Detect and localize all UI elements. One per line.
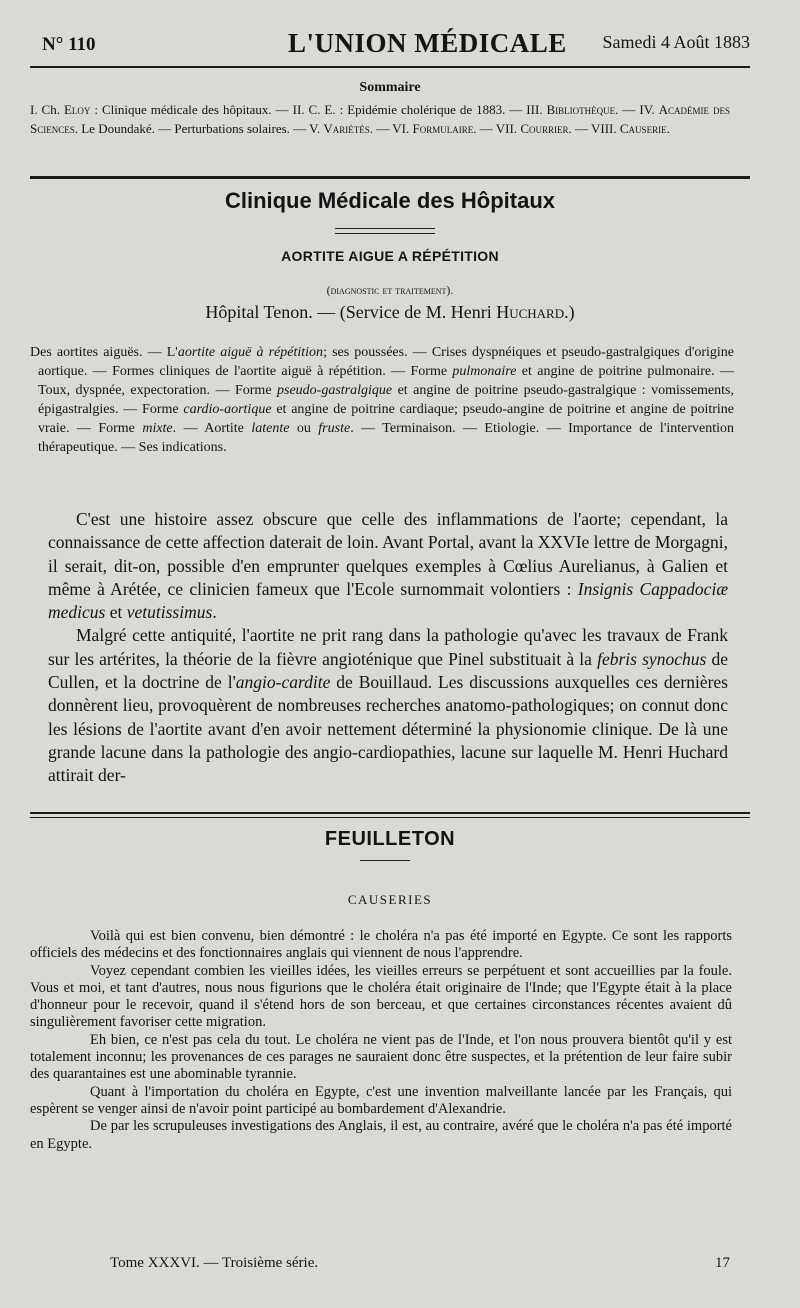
title-ornament [335,228,435,234]
page-footer [110,1255,730,1272]
article-title: AORTITE AIGUE A RÉPÉTITION [281,248,499,264]
causeries-title: CAUSERIES [347,892,433,907]
sommaire-title: Sommaire [359,80,421,95]
abstract-text: . — Terminaison. — Etiologie. — Importance de l'intervention thérapeutique. — Ses indications. [38,421,734,455]
abstract-text: et angine de poitrine pseudo-gastralgique : vomissements, épigastralgies. — Forme [38,383,734,417]
abstract-text: et angine de poitrine cardiaque; pseudo-angine de poitrine et angine de poitrine vraie. — Forme [38,402,735,436]
feuilleton-rule [30,812,750,814]
hospital-prefix: Hôpital Tenon. — (Service de M. Henri [205,302,497,322]
abstract-emphasis: latente [251,421,290,436]
issue-date: Samedi 4 Août 1883 [602,32,750,52]
paragraph-emphasis: Insignis Cappadociæ medicus [48,578,728,623]
sommaire-item-4-rest: . Le Doundaké. — Perturbations solaires. — V. [74,121,321,136]
article-body [48,508,728,788]
sommaire-item-num: I. Ch. [30,102,60,117]
abstract-emphasis: pseudo-gastralgique [277,383,393,398]
clinique-title: Clinique Médicale des Hôpitaux [224,188,556,213]
sommaire-sep: . — VIII. [568,121,617,136]
sommaire-item-4: Académie des Sciences [30,102,731,136]
section-rule [30,176,750,179]
article-subtitle: (diagnostic et traitement). [326,283,454,297]
article-paragraph [48,508,728,624]
sommaire-item-5: Variétés [323,121,370,136]
newspaper-title: L'UNION MÉDICALE [288,28,567,58]
feuilleton-paragraph: Voyez cependant combien les vieilles idées, les vieilles erreurs se perpétuent et sont accueillies par la foule. Vous et moi, et tant d'autres, nous nous figurions que le choléra était originaire de l'Inde; que l'Egypte était à la place d'honneur pour le recevoir, quand il s'étend hors de son berceau, et que certaines circonstances récentes avaient dû singulièrement favoriser cette migration. [30,962,732,1031]
sommaire-text [30,100,730,138]
feuilleton-paragraph: Quant à l'importation du choléra en Egypte, c'est une invention malveillante lancée par les Français, qui espèrent se venger ainsi de n'avoir point participé au bombardement d'Alexandrie. [30,1083,732,1117]
paragraph-text: et [105,602,127,623]
feuilleton-paragraph: Eh bien, ce n'est pas cela du tout. Le choléra ne vient pas de l'Inde, et l'on nous prouvera bientôt qu'il y est totalement inconnu; les provenances de ces parages ne sauraient donc être suspectes, et la prétention de leur faire subir des quarantaines est une abominable tyrannie. [30,1031,732,1083]
sommaire-sep: . — VII. [473,121,518,136]
paragraph-text: de Bouillaud. Les discussions auxquelles ces dernières donnèrent lieu, provoquèrent de nombreuses recherches anatomo-pathologiques; on connut donc les lésions de l'aortite avant d'en avoir nettement déterminé la physionomie clinique. De là une grande lacune dans la pathologie des angio-cardiopathies, lacune sur laquelle M. Henri Huchard attirait der- [48,672,728,786]
hospital-line [30,302,750,323]
abstract-emphasis: aortite aiguë à répétition [177,345,324,360]
page-number: 17 [715,1255,730,1271]
sommaire-item-7: Courrier [520,121,569,136]
abstract-text: ou [289,421,319,436]
paragraph-text: de Cullen, et la doctrine de l' [48,648,728,693]
sommaire-author: Eloy [63,102,91,117]
abstract-emphasis: pulmonaire [452,364,517,379]
abstract-text: ; ses poussées. — Crises dyspnéiques et pseudo-gastralgiques d'origine aortique. — Formes cliniques de l'aortite aiguë à répétition. — Forme [38,345,734,379]
abstract-text: . — Aortite [172,421,252,436]
paragraph-emphasis: angio-cardite [235,672,331,693]
feuilleton-ornament [360,860,410,861]
abstract-emphasis: mixte [142,421,173,436]
paragraph-text: C'est une histoire assez obscure que celle des inflammations de l'aorte; cependant, la connaissance de cette affection daterait de loin. Avant Portal, avant la XXVIe lettre de Morgagni, il serait, dit-on, possible d'en emprunter quelques exemples à Cœlius Aurelianus, à Galien et même à Arétée, ce clinicien fameux que l'Ecole surnommait volontiers : [48,509,728,599]
masthead-rule [30,66,750,68]
hospital-name: Huchard [496,302,565,322]
abstract-text: Des aortites aiguës. — L' [30,345,178,360]
feuilleton-rule-thin [30,817,750,818]
feuilleton-body [30,928,732,1153]
abstract-text: et angine de poitrine pulmonaire. — Toux, dyspnée, expectoration. — Forme [38,364,734,398]
sommaire-item-6: Formulaire [412,121,474,136]
sommaire-end: . [666,121,670,136]
issue-number: N° 110 [42,34,96,55]
paragraph-emphasis: febris synochus [597,648,707,669]
feuilleton-paragraph: Voilà qui est bien convenu, bien démontré : le choléra n'a pas été importé en Egypte. Ce sont les rapports officiels des médecins et des fonctionnaires anglais qui viennent de nous l'apprendre. [30,928,732,962]
sommaire-item-1: : Clinique médicale des hôpitaux. — II. C. E. : Epidémie cholérique de 1883. — III. [94,102,543,117]
hospital-suffix: .) [564,302,575,322]
paragraph-text: Malgré cette antiquité, l'aortite ne prit rang dans la pathologie qu'avec les travaux de Frank sur les artérites, la théorie de la fièvre angioténique que Pinel substituait à la [48,625,728,669]
paragraph-emphasis: vetutissimus [126,602,213,623]
abstract-emphasis: fruste [318,421,351,436]
abstract-emphasis: cardio-aortique [183,402,272,417]
article-paragraph [48,624,728,787]
feuilleton-paragraph: De par les scrupuleuses investigations des Anglais, il est, au contraire, avéré que le choléra n'a pas été importé en Egypte. [30,1118,732,1152]
sommaire-item-3: Bibliothèque [546,102,616,117]
sommaire-sep: . — VI. [369,121,410,136]
feuilleton-title: FEUILLETON [324,828,456,850]
masthead [30,28,750,62]
newspaper-page [30,0,770,1308]
article-abstract [30,343,734,457]
paragraph-text: . [212,602,217,623]
sommaire-sep: . — IV. [615,102,655,117]
sommaire-item-8: Causerie [619,121,667,136]
volume-info: Tome XXXVI. — Troisième série. [110,1255,319,1271]
